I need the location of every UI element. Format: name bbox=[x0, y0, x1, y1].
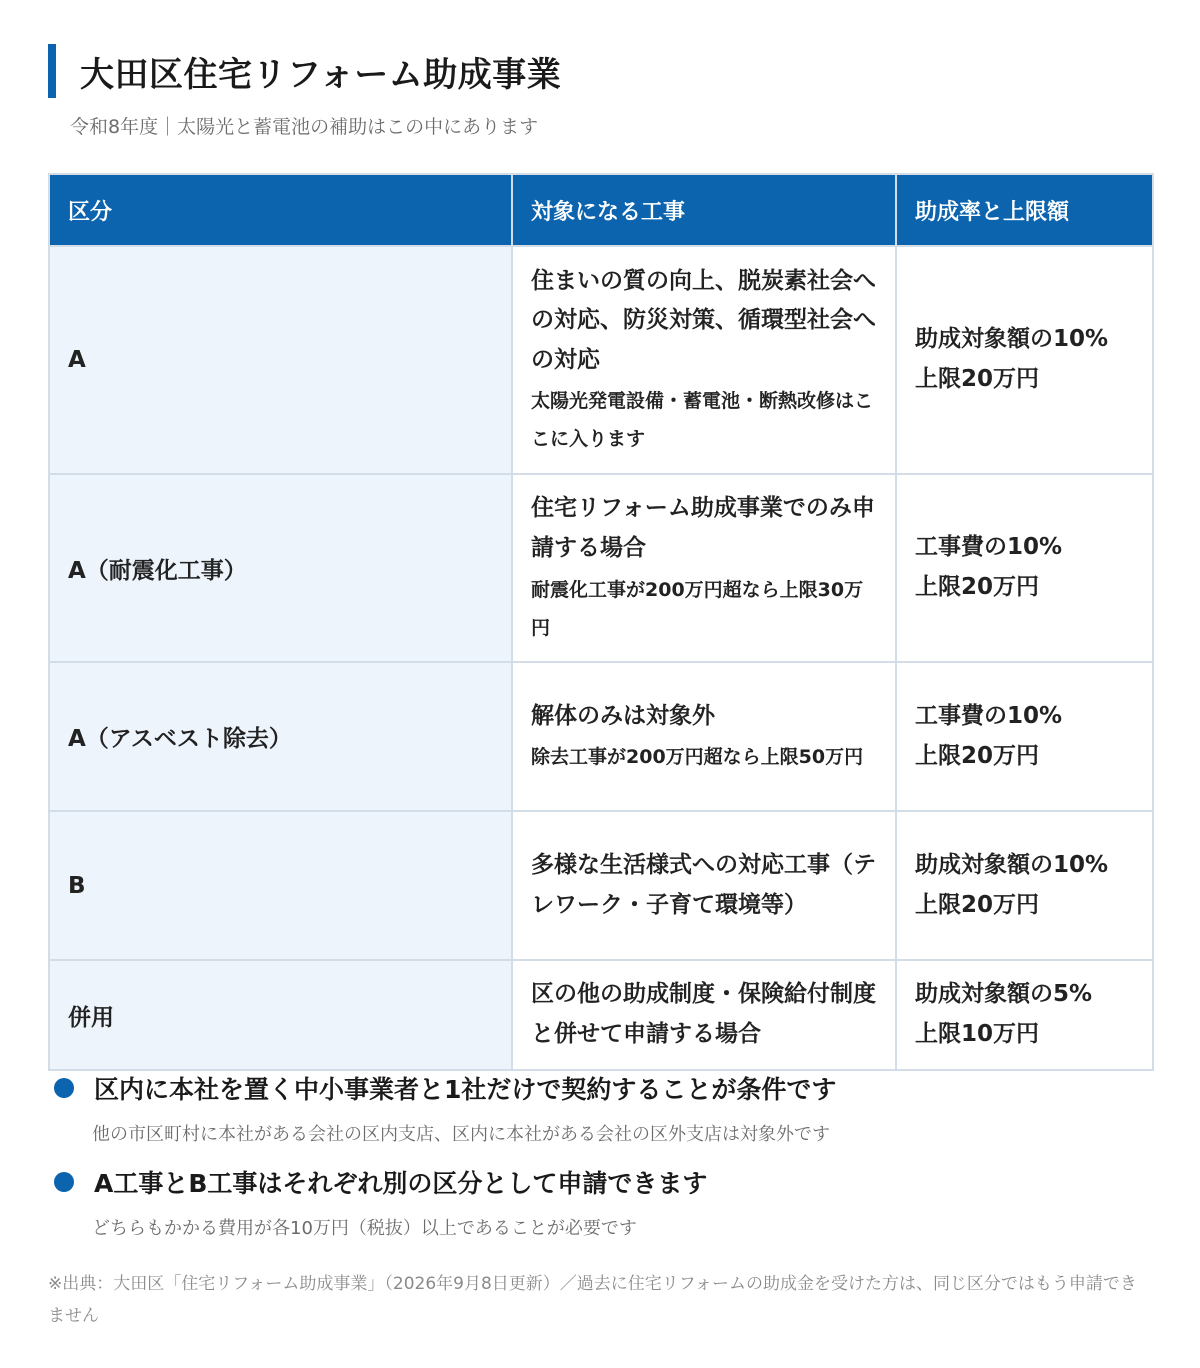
row-note: 除去工事が200万円超なら上限50万円 bbox=[531, 746, 864, 769]
table-header-row bbox=[49, 174, 1153, 246]
column-header-rate: 助成率と上限額 bbox=[896, 174, 1153, 246]
subsidy-table bbox=[48, 173, 1154, 1071]
table-row bbox=[49, 662, 1153, 811]
title-row bbox=[48, 44, 1152, 98]
table-row bbox=[49, 960, 1153, 1070]
row-category: A（耐震化工事） bbox=[49, 474, 512, 662]
row-rate: 助成対象額の10% bbox=[915, 326, 1109, 353]
bullet-title: 区内に本社を置く中小事業者と1社だけで契約することが条件です bbox=[94, 1075, 837, 1104]
row-rate-cell bbox=[896, 474, 1153, 662]
bullet-description: どちらもかかる費用が各10万円（税抜）以上であることが必要です bbox=[92, 1218, 637, 1239]
page-title: 大田区住宅リフォーム助成事業 bbox=[80, 54, 562, 95]
header bbox=[48, 44, 1152, 139]
row-rate: 工事費の10% bbox=[915, 702, 1063, 729]
row-work-cell bbox=[512, 662, 896, 811]
row-limit: 上限20万円 bbox=[915, 742, 1040, 769]
bullet-description: 他の市区町村に本社がある会社の区内支店、区内に本社がある会社の区外支店は対象外です bbox=[92, 1124, 830, 1145]
row-rate-cell bbox=[896, 960, 1153, 1070]
bullet-head bbox=[48, 1070, 1152, 1106]
page-subtitle: 令和8年度｜太陽光と蓄電池の補助はこの中にあります bbox=[70, 116, 539, 138]
row-rate: 助成対象額の5% bbox=[915, 981, 1093, 1008]
row-rate-cell bbox=[896, 662, 1153, 811]
row-limit: 上限20万円 bbox=[915, 574, 1040, 600]
row-category: A bbox=[49, 246, 512, 474]
table-row bbox=[49, 811, 1153, 960]
bullet-dot-icon bbox=[54, 1078, 74, 1098]
column-header-category: 区分 bbox=[49, 174, 512, 246]
table-row bbox=[49, 246, 1153, 474]
conditions-list bbox=[48, 1070, 1152, 1258]
row-rate-cell bbox=[896, 811, 1153, 960]
subsidy-table-container bbox=[48, 173, 1152, 1071]
row-category: 併用 bbox=[49, 960, 512, 1070]
row-category: A（アスベスト除去） bbox=[49, 662, 512, 811]
row-limit: 上限20万円 bbox=[915, 366, 1040, 392]
list-item bbox=[48, 1070, 1152, 1146]
title-accent-bar bbox=[48, 44, 56, 98]
row-rate: 助成対象額の10% bbox=[915, 851, 1109, 878]
row-category: B bbox=[49, 811, 512, 960]
row-limit: 上限10万円 bbox=[915, 1021, 1040, 1047]
row-limit: 上限20万円 bbox=[915, 891, 1040, 918]
table-row bbox=[49, 474, 1153, 662]
row-rate: 工事費の10% bbox=[915, 534, 1063, 561]
row-work: 解体のみは対象外 bbox=[531, 702, 715, 729]
column-header-work: 対象になる工事 bbox=[512, 174, 896, 246]
row-note: 太陽光発電設備・蓄電池・断熱改修はここに入ります bbox=[531, 390, 874, 451]
source-note: ※出典：大田区「住宅リフォーム助成事業」（2026年9月8日更新）／過去に住宅リフォームの助成金を受けた方は、同じ区分ではもう申請できません bbox=[48, 1274, 1137, 1327]
row-work: 多様な生活様式への対応工事（テレワーク・子育て環境等） bbox=[531, 851, 876, 918]
list-item bbox=[48, 1164, 1152, 1240]
row-rate-cell bbox=[896, 246, 1153, 474]
row-note: 耐震化工事が200万円超なら上限30万円 bbox=[531, 578, 864, 639]
row-work-cell bbox=[512, 474, 896, 662]
bullet-head bbox=[48, 1164, 1152, 1200]
row-work: 区の他の助成制度・保険給付制度と併せて申請する場合 bbox=[531, 981, 876, 1047]
row-work-cell bbox=[512, 246, 896, 474]
row-work: 住宅リフォーム助成事業でのみ申請する場合 bbox=[531, 495, 875, 561]
bullet-dot-icon bbox=[54, 1172, 74, 1192]
row-work-cell bbox=[512, 811, 896, 960]
row-work-cell bbox=[512, 960, 896, 1070]
bullet-title: A工事とB工事はそれぞれ別の区分として申請できます bbox=[94, 1169, 708, 1198]
row-work: 住まいの質の向上、脱炭素社会への対応、防災対策、循環型社会への対応 bbox=[531, 267, 876, 373]
